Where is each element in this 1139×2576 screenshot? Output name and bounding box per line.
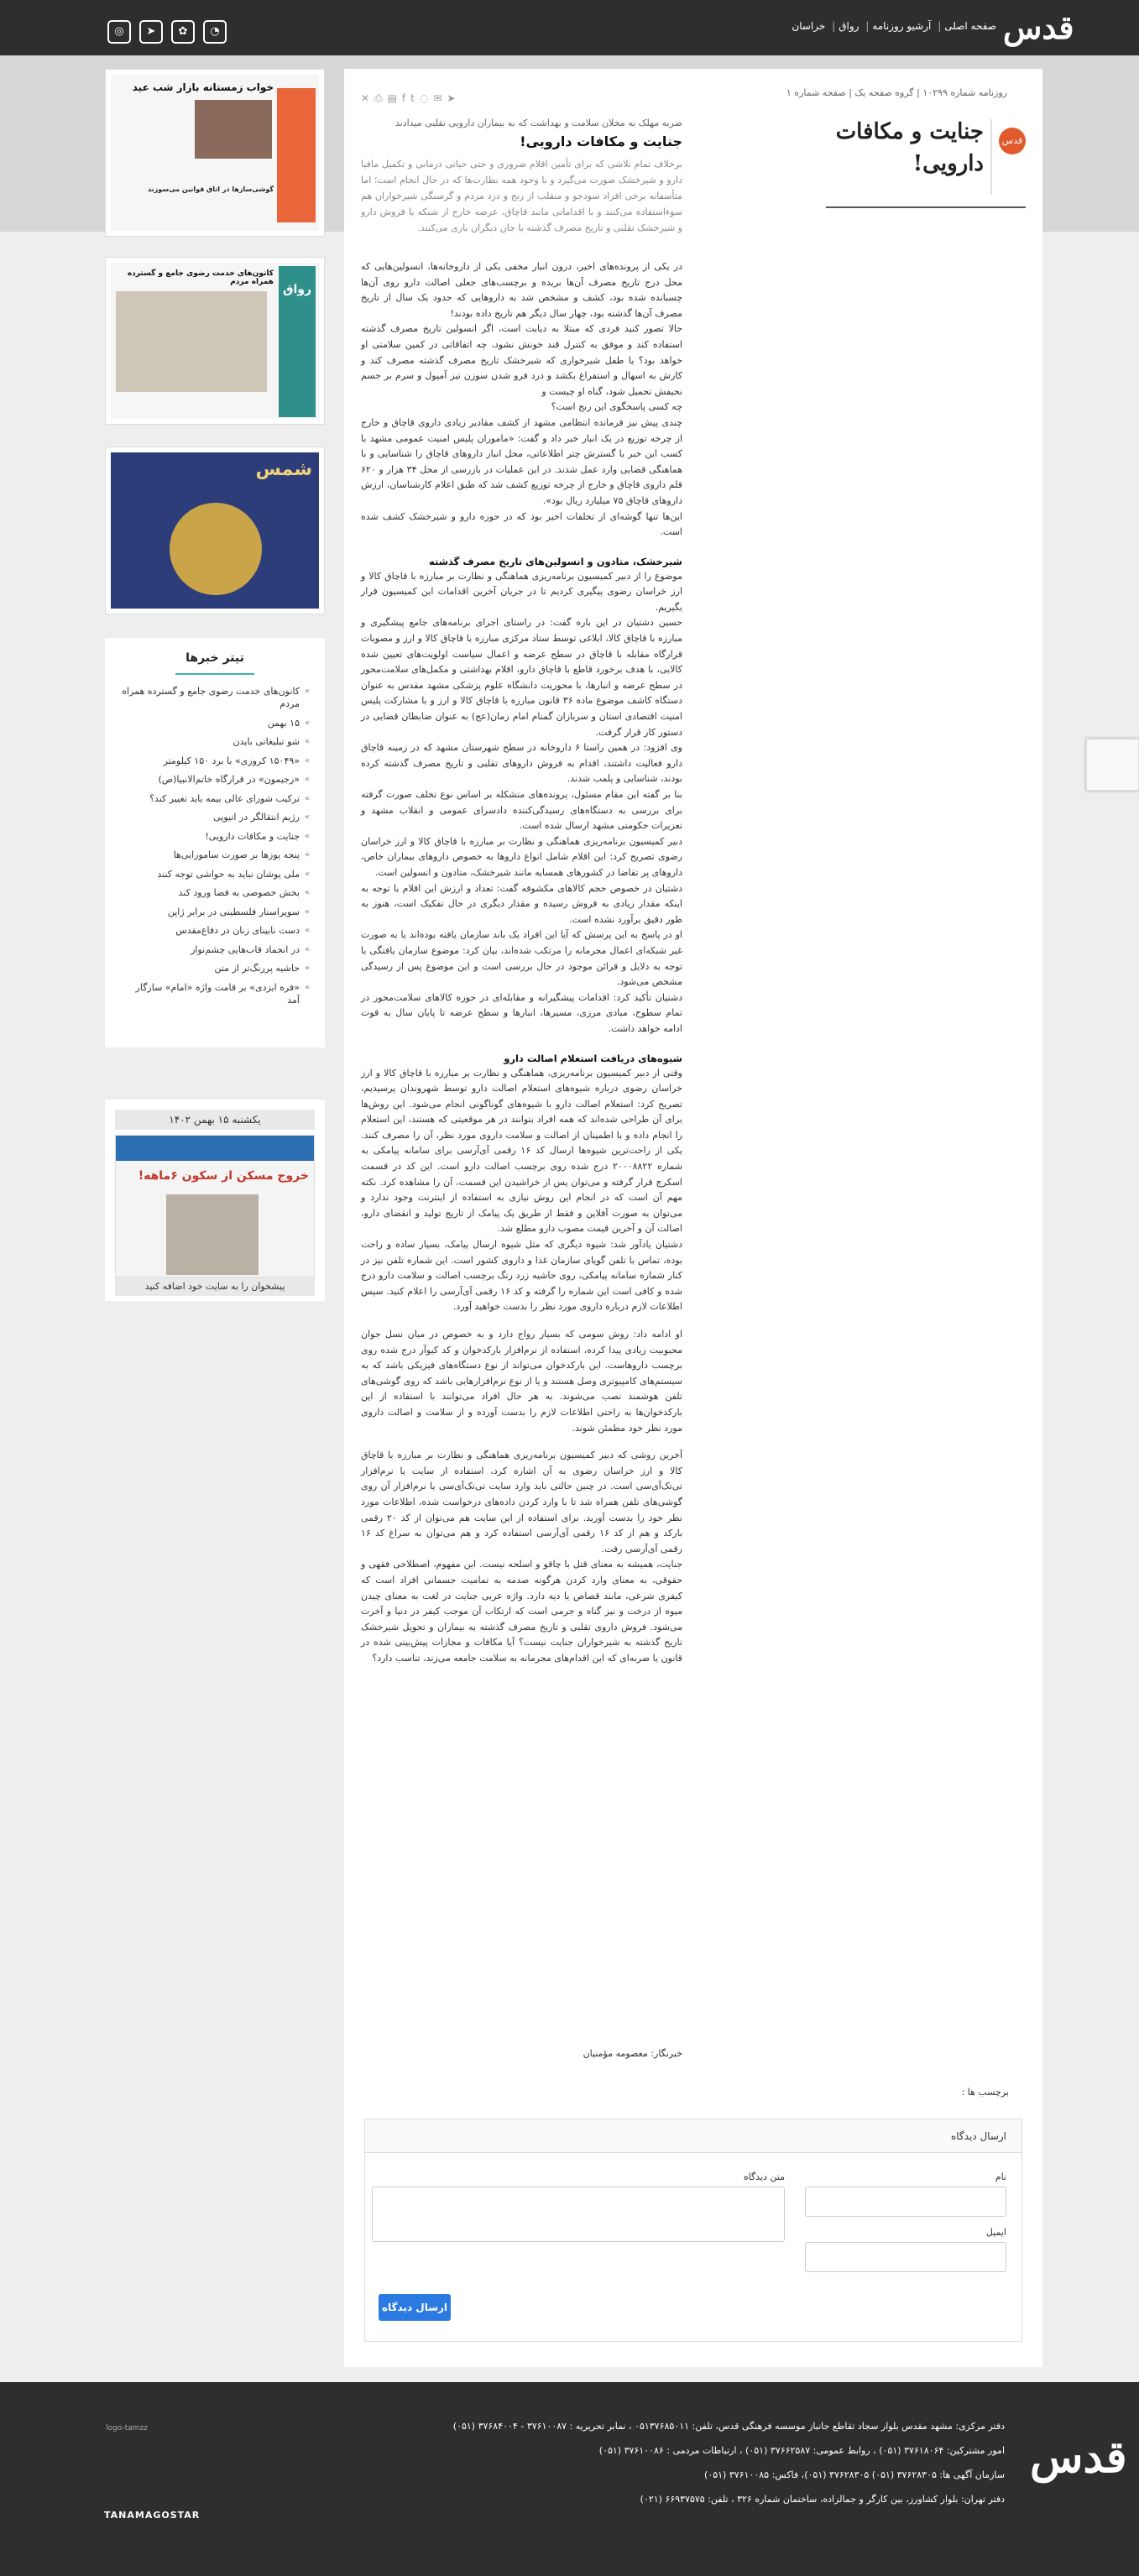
paragraph: آخرین روشی که دبیر کمیسیون برنامه‌ریزی هماهنگی و نظارت بر مبارزه با قاچاق کالا و ارز خراسان رضوی به آن اشاره کرد، استفاده از سایت یا نرم‌افزار تی‌تک‌آی‌سی است. در چنین حالتی باید وارد سایت تی‌تک‌آی‌سی یا نرم‌افزار آن روی گوشی‌های تلفن همراه شد تا با وارد کردن داده‌های درخواست شده، اطلاعات مورد نظر خود را بدست آورید. برای استفاده از این سایت هم می‌توان از کد ۲۰ رقمی بارکد و هم از کد ۱۶ رقمی آی‌آرسی استفاده کرد و هم می‌توان به سراغ کد ۱۶ رقمی آی‌آرسی رفت.: [361, 1450, 683, 1554]
headline-link[interactable]: » سوپراستار فلسطینی در برابر ژاپن: [122, 906, 306, 918]
newspaper-thumb-quds[interactable]: [105, 69, 325, 237]
headline-link[interactable]: » ملی پوشان نباید به حواشی توجه کنند: [122, 868, 306, 880]
headlines-underline: [175, 673, 254, 675]
headline-link[interactable]: » بخش خصوصی به فضا ورود کند: [122, 886, 306, 899]
whatsapp-icon[interactable]: ◌: [419, 92, 429, 104]
footer-logo: قدس: [1030, 2432, 1127, 2483]
footer-contact: [453, 2414, 1005, 2511]
nav-home[interactable]: صفحه اصلی: [944, 20, 996, 32]
epaper-photo: [166, 1194, 259, 1275]
nav-khorasan[interactable]: خراسان: [792, 20, 826, 32]
footer: [0, 2382, 1139, 2576]
paragraph: او ادامه داد: روش سومی که بسیار رواج دارد و به خصوص در میان نسل جوان محبوبیت زیادی پیدا کرده، استفاده از نرم‌افزار بارکدخوان و کد کیوآر درج شده روی برچسب داروهاست. این بارکدخوان می‌تواند از نوع دستگاه‌های فیزیکی باشد که به سیستم‌های کامپیوتری وصل هستند و یا از نوع نرم‌افزارهایی باشد که روی گوشی‌های تلفن هوشمند نصب می‌شوند. به هر حال افراد می‌توانند با استفاده از این بارکدخوان‌ها به راحتی اطلاعات لازم را بدست آورده و از سلامت و اصالت داروی مورد نظر خود مطمئن شوند.: [361, 1329, 682, 1434]
tags-label: برچسب ها :: [961, 2087, 1009, 2098]
close-icon[interactable]: ✕: [361, 92, 370, 104]
top-bar: [0, 0, 1139, 55]
footer-line: سازمان آگهی ها: ۳۷۶۲۸۳۰۵ (۰۵۱) ۳۷۶۲۸۳۰۵ (۰۵۱)، فاکس: ۳۷۶۱۰۰۸۵ (۰۵۱): [704, 2469, 1005, 2480]
epaper-date: یکشنبه ۱۵ بهمن ۱۴۰۲: [115, 1110, 315, 1130]
headline-link[interactable]: » شو تبلیغاتی بایدن: [122, 735, 306, 748]
aparat-icon[interactable]: ✿: [171, 20, 195, 44]
cover-logo: رواق: [279, 266, 316, 417]
paragraph: این‌ها تنها گوشه‌ای از تخلفات اخیر بود که در حوزه دارو و شیرخشک کشف شده است.: [361, 510, 682, 538]
badge-title: جنایت و مکافات دارویی!: [835, 119, 984, 176]
cover-headline: خواب زمستانه بازار شب عید: [132, 81, 274, 93]
headline-link[interactable]: » «رجیمون» در قرارگاه خاتم‌الانبیا(ص): [122, 773, 306, 786]
article-summary: برخلاف تمام تلاشی که برای تأمین اقلام ضروری و حتی حیاتی درمانی و تکمیل مافیا دارو و شیرخشک صورت می‌گیرد و با وجود همه نظارت‌ها که در حال انجام است؛ اما متأسفانه برخی افراد سودجو و متقلب از رنج و درد مردم و گرسنگی شیرخواران هم سوءاستفاده می‌کنند و با اقداماتی مانند قاچاق، عرضه خارج از شبکه یا فروش دارو و شیرخشک تقلبی و تاریخ مصرف گذشته با جان دیگران بازی می‌کنند.: [361, 159, 682, 233]
main-nav: صفحه اصلی| آرشیو روزنامه| رواق| خراسان: [792, 20, 996, 32]
paragraph: چندی پیش نیز فرمانده انتظامی مشهد از کشف مقادیر زیادی داروی قاچاق و خارج از چرخه توزیع در یک انبار خبر داد و گفت: «ماموران پلیس امنیت عمومی مشهد با کسب این خبر با گسترش چتر اطلاعاتی، محل انبار داروهای قاچاق را شناسایی و با هماهنگی قضایی وارد عمل شدند. در این عملیات در بازرسی از محل ۳۴ هزار و ۶۲۰ قلم داروی قاچاق و خارج از چرخه توزیع کشف شد که طبق اعلام کارشناسان، ارزش داروهای قاچاق ۷۵ میلیارد ریال بود».: [361, 416, 682, 506]
print-icon[interactable]: ⎙: [374, 92, 383, 104]
paragraph: او در پاسخ به این پرسش که آیا این افراد یک باند سازمان یافته بوده‌اند یا به صورت غیر شبکه‌ای اعمال مجرمانه را مرتکب شده‌اند، بیان کرد: موضوع سازمان یافتگی با توجه به دلایل و قرائن موجود در حال بررسی است و این موضوع پس از رسیدگی مشخص می‌شود.: [361, 929, 682, 988]
submit-comment-button[interactable]: ارسال دیدگاه: [379, 2294, 451, 2321]
breadcrumb: روزنامه شماره ۱۰۲۹۹ | گروه صفحه یک | صفحه شماره ۱: [786, 87, 1007, 98]
headline-link[interactable]: » در انجماد قاب‌هایی چشم‌نواز: [122, 943, 306, 956]
newspaper-cover: [111, 75, 319, 231]
recaptcha-badge[interactable]: [1086, 739, 1139, 791]
headline-link[interactable]: » «فره ایزدی» بر قامت واژه «امام» سازگار آمد: [122, 981, 306, 1006]
headline-link[interactable]: » «۱۵۰۴۹ کروزی» با برد ۱۵۰ کیلومتر: [122, 755, 306, 767]
broken-image: logo-tamzz: [106, 2424, 148, 2432]
cover-logo: شمس: [255, 459, 312, 480]
nav-archive[interactable]: آرشیو روزنامه: [872, 20, 932, 32]
paragraph: بنا بر گفته این مقام مسئول، پرونده‌های متشکله بر اساس نوع تخلف صورت گرفته برای بررسی به دستگاه‌های رسیدگی‌کننده دادسرای عمومی و انقلاب مشهد و تعزیرات حکومتی مشهد ارسال شده است.: [361, 789, 682, 832]
magazine-cover: [111, 452, 319, 609]
epaper-headline: خروج مسکن از سکون ۶ماهه!: [138, 1169, 309, 1183]
headline-link[interactable]: » ۱۵ بهمن: [122, 717, 306, 729]
twitter-icon[interactable]: t: [410, 92, 415, 104]
article-panel: [344, 69, 1042, 2367]
reporter: خبرنگار: معصومه مؤمنیان: [583, 2048, 682, 2059]
paragraph: وی افزود: در همین راستا ۶ داروخانه در سطح شهرستان مشهد که در زمینه قاچاق دارو فعالیت داشتند، اقدام به فروش داروهای تقلبی و تاریخ مصرف گذشته کرده بودند، شناسایی و پلمب شدند.: [361, 742, 682, 785]
headlines-title: تیتر خبرها: [185, 651, 244, 665]
paragraph: حسین دشتیان در این باره گفت: در راستای اجرای برنامه‌های جامع پیشگیری و مبارزه با قاچاق کالا، ابلاغی توسط ستاد مرکزی مبارزه با قاچاق کالا و ارز و مصوبات قرارگاه مقابله با قاچاق در سطح عرضه و اعمال سیاست اولویت‌های تعیین شده کالایی، با هدف برخورد قاطع با قاچاق دارو، اقلام بهداشتی و مکمل‌های سلامت‌محور در سطح عرضه و انبارها، با محوریت دانشگاه علوم پزشکی مشهد مقدس به عنوان دستگاه کاشف موضوع ماده ۳۶ قانون مبارزه با قاچاق کالا و ارز و با مشارکت پلیس امنیت اقتصادی استان و سربازان گمنام امام زمان(عج) به عنوان ضابطان قضایی در دستور کار قرار گرفت.: [361, 617, 682, 738]
article-lead: ضربه مهلک به مخلان سلامت و بهداشت که به بیماران دارویی تقلبی میدادند: [394, 118, 682, 128]
paragraph: دشتیان در خصوص حجم کالاهای مکشوفه گفت: تعداد و ارزش این اقلام با توجه به اینکه مقدار زیادی به فروش رسیده و مقدار دیگری در حال تفکیک است، هنوز به طور دقیق برآورد نشده است.: [361, 882, 682, 925]
nav-ravagh[interactable]: رواق: [839, 20, 859, 32]
article-title: جنایت و مکافات دارویی!: [520, 133, 682, 149]
paragraph: دشتیان تأکید کرد: اقدامات پیشگیرانه و مقابله‌ای در حوزه کالاهای سلامت‌محور در تمام سطوح، مبادی مرزی، مسیرها، انبارها و سطح عرضه تا پایان سال به قوت ادامه خواهد داشت.: [361, 991, 682, 1034]
headline-link[interactable]: » کانون‌های خدمت رضوی جامع و گسترده همراه مردم: [122, 685, 306, 710]
logo-badge-icon: قدس: [999, 128, 1026, 154]
comment-form-title: ارسال دیدگاه: [365, 2119, 1021, 2153]
section-title: شیرخشک، متادون و انسولین‌های تاریخ مصرف گذشته: [429, 555, 682, 567]
breadcrumb-group[interactable]: گروه صفحه یک: [854, 87, 914, 98]
headline-link[interactable]: » رژیم انتقالگر در اتیوپی: [122, 811, 306, 823]
epaper-cover[interactable]: [115, 1135, 315, 1278]
name-input[interactable]: [805, 2187, 1006, 2217]
epaper-masthead: [116, 1136, 315, 1161]
comment-label: متن دیدگاه: [743, 2171, 785, 2182]
email-icon[interactable]: ✉: [433, 92, 442, 104]
headline-link[interactable]: » پنجه پوزها بر صورت سامورایی‌ها: [122, 849, 306, 861]
cover-headline: کانون‌های خدمت رضوی جامع و گسترده همراه مردم: [127, 269, 274, 286]
epaper-add-link[interactable]: پیشخوان را به سایت خود اضافه کنید: [115, 1278, 315, 1296]
facebook-icon[interactable]: f: [402, 92, 406, 104]
breadcrumb-issue[interactable]: روزنامه شماره ۱۰۲۹۹: [922, 87, 1007, 98]
badge-underline: [826, 206, 1026, 208]
telegram-icon[interactable]: ➤: [139, 20, 163, 44]
instagram-icon[interactable]: ◎: [107, 20, 131, 44]
headlines-box: [105, 638, 325, 1048]
cover-photo: [195, 100, 272, 159]
name-label: نام: [995, 2171, 1006, 2182]
newspaper-thumb-ravagh[interactable]: [105, 257, 325, 425]
footer-line: امور مشترکین: ۳۷۶۱۸۰۶۴ (۰۵۱) ، روابط عمومی: ۳۷۶۶۲۵۸۷ (۰۵۱) ، ارتباطات مردمی : ۳۷۶۱۰۰۸۶ (۰۵۱): [598, 2445, 1005, 2456]
comment-form: [364, 2119, 1022, 2342]
section-title: شیوه‌های دریافت استعلام اصالت دارو: [504, 1052, 682, 1064]
paragraph: حالا تصور کنید فردی که مبتلا به دیابت است، اگر انسولین تاریخ مصرف گذشته استفاده کند و موفق به کنترل قند خونش نشود، چه اتفاقاتی در کمین سلامتی او خواهد بود؟ یا طفل شیرخواری که شیرخشک تاریخ مصرف گذشته مصرف کند و کارش به اسهال و استفراغ بکشد و درد فرو شدن سوزن تیز آمپول و سرم بر جسم نحیفش تحمیل شود، گناه او چیست و: [361, 323, 682, 397]
epaper-widget: [105, 1100, 325, 1301]
email-input[interactable]: [805, 2242, 1006, 2272]
paragraph: چه کسی پاسخگوی این رنج است؟: [551, 401, 682, 413]
article-text: [361, 259, 682, 1666]
magazine-thumb-shams[interactable]: [105, 447, 325, 614]
designer-brand[interactable]: TANAMAGOSTAR: [104, 2510, 201, 2521]
site-logo[interactable]: قدس: [1003, 8, 1074, 46]
paragraph: جنایت، همیشه به معنای قتل با چاقو و اسلحه نیست. این مفهوم، اصطلاحی فقهی و حقوقی، به معنای وارد کردن هرگونه صدمه به تمامیت جسمانی افراد است که کیفری شرعی، مانند قصاص یا دیه دارد. واژه عربی جنایت در لغت به معنای چیدن میوه از درخت و نیز گناه و جرمی است که ارتکاب آن موجب کیفر در دنیا و آخرت می‌شود. فروش داروی تقلبی و تاریخ مصرف گذشته به بیماران و تحویل شیرخشک تاریخ گذشته به شیرخواران جنایت نیست؟ آیا مکافات و مجازات پیش‌بینی شده در قانون یا ضربه‌ای که این اقدام‌های مجرمانه به سلامت جامعه می‌زند، تناسب دارد؟: [361, 1559, 682, 1664]
telegram-share-icon[interactable]: ➤: [447, 92, 456, 104]
paragraph: در یکی از پرونده‌های اخیر، درون انبار مخفی یکی از داروخانه‌ها، انسولین‌هایی که محل درج تاریخ مصرف آن‌ها بریده و برچسب‌های جعلی اصالت دارو روی آن‌ها چسبانده شده بود، کشف و مشخص شد به داروهایی که حدود یک سال از تاریخ مصرف آن‌ها گذشته بود، چهار سال دیگر هم تاریخ داده بودند!: [361, 261, 682, 319]
email-label: ایمیل: [985, 2227, 1006, 2238]
footer-line: دفتر مرکزی: مشهد مقدس بلوار سجاد تقاطع جانباز موسسه فرهنگی قدس، تلفن: ۰۵۱۳۷۶۸۵۰۱۱ ، نمابر تحریریه : ۳۷۶۱۰۰۸۷ - ۳۷۶۸۴۰۰۴ (۰۵۱): [452, 2421, 1005, 2432]
pdf-icon[interactable]: ▤: [387, 92, 398, 104]
rss-icon[interactable]: ◔: [203, 20, 227, 44]
paragraph: دبیر کمیسیون برنامه‌ریزی هماهنگی و نظارت بر مبارزه با قاچاق کالا و ارز خراسان رضوی تصریح کرد: این اقلام شامل انواع داروها به خصوص داروهای بیماران خاص، داروهای پر تقاضا در کشورهای همسایه مانند شیرخشک، متادون و انسولین است.: [361, 835, 682, 878]
breadcrumb-page[interactable]: صفحه شماره ۱: [786, 87, 846, 98]
paragraph: وقتی از دبیر کمیسیون برنامه‌ریزی، هماهنگی و نظارت بر مبارزه با قاچاق کالا و ارز خراسان رضوی درباره شیوه‌های استعلام اصالت دارو توسط شهروندان پرسیدیم، تصریح کرد: استعلام اصالت دارو با شیوه‌های گوناگونی انجام می‌شود. این روش‌ها برای آن طراحی شده‌اند که همه افراد بتوانند در هر موقعیتی که هستند، این استعلام را انجام داده و با اطمینان از اصالت و سلامت داروی مورد نظر، آن را مصرف کنند. یکی از راحت‌ترین شیوه‌ها ارسال کد ۱۶ رقمی آی‌آرسی برای سامانه پیامکی به شماره ۲۰۰۰۸۸۲۲ درج شده روی برچسب اصالت دارو است. این کد در قسمت اسکرچ قرار گرفته و می‌توان پس از خراشیدن این قسمت، آن را مشاهده کرد. نکته مهم آن است که در انجام این روش نیازی به استفاده از اینترنت وجود ندارد و می‌توان به صورت آفلاین و فقط از طریق یک پیامک از تاریخ تولید و انقضای دارو، اصالت آن و آخرین قیمت مصوب دارو مطلع شد.: [361, 1067, 682, 1235]
headline-link[interactable]: » ترکیب شورای عالی بیمه باید تغییر کند؟: [122, 792, 306, 805]
cover-subheadline: گوشی‌سازها در اتاق قوانین می‌سوزند: [147, 185, 274, 193]
paragraph: دشتیان یادآور شد: شیوه دیگری که مثل شیوه ارسال پیامک، بسیار ساده و راحت بوده، تماس با تلفن گویای سازمان غذا و داروی کشور است. این شماره تلفن نیز در کنار شماره سامانه پیامکی، روی حاشیه زرد رنگ برچسب اصالت و سلامت دارو درج شده و کافی است این شماره را گرفته و کد ۱۶ رقمی آی‌آرسی را اعلام کنید. سپس اطلاعات لازم درباره داروی مورد نظر را بدست خواهید آورد.: [361, 1239, 682, 1313]
headline-link[interactable]: » دست نابینای زنان در دفاع‌مقدس: [122, 924, 306, 937]
paragraph: موضوع را از دبیر کمیسیون برنامه‌ریزی هماهنگی و نظارت بر مبارزه با قاچاق کالا و ارز خراسان رضوی پیگیری کردیم تا در جریان آخرین اقدامات این کمیسیون قرار بگیریم.: [361, 570, 682, 613]
newspaper-cover: [111, 263, 319, 419]
footer-line: دفتر تهران: بلوار کشاورز، بین کارگر و جمالزاده، ساختمان شماره ۳۲۶ ، تلفن: ۶۶۹۳۷۵۷۵ (۰۲۱): [640, 2494, 1005, 2505]
social-links: [107, 20, 227, 44]
comment-textarea[interactable]: [372, 2187, 785, 2242]
cover-photo: [116, 291, 267, 392]
article-badge: [826, 112, 1026, 222]
headlines-list: [122, 685, 306, 1012]
headline-link[interactable]: » حاشیه پررنگ‌تر از متن: [122, 962, 306, 974]
badge-divider: [990, 119, 992, 195]
article-body: [361, 101, 682, 1666]
cover-red-strip: [277, 88, 316, 222]
cover-ornament: [170, 503, 262, 595]
headline-link[interactable]: » جنایت و مکافات دارویی!: [122, 830, 306, 843]
